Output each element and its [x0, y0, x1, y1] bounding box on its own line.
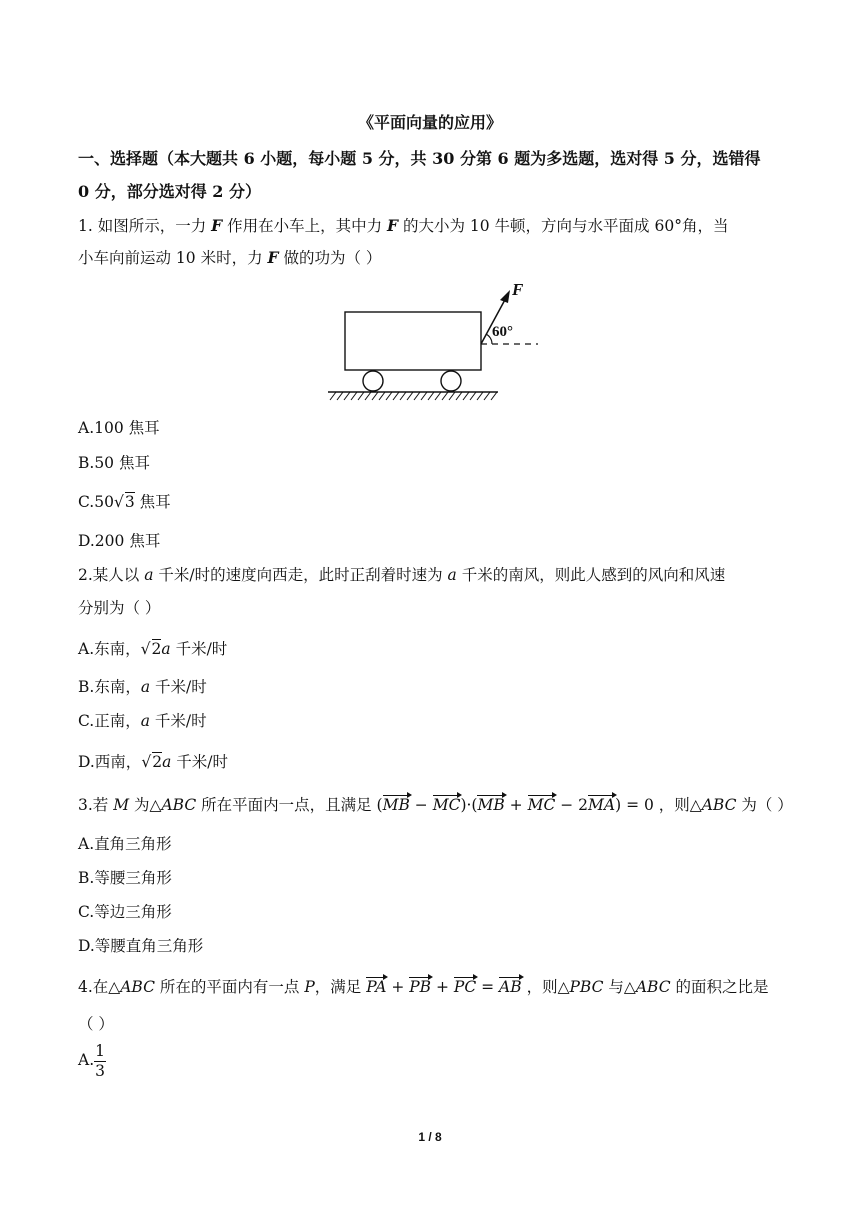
- force-arrowhead: [500, 290, 510, 303]
- q2-stem-line1: 2.某人以 a 千米/时的速度向西走，此时正刮着时速为 a 千米的南风，则此人感到的风向和风速: [78, 566, 726, 584]
- q1-option-d: D.200 焦耳: [78, 532, 161, 550]
- q2-option-b: B.东南，a 千米/时: [78, 678, 207, 696]
- vector-pa: PA: [366, 978, 387, 996]
- sqrt-sign: √: [140, 640, 151, 658]
- page-title: 《平面向量的应用》: [357, 113, 502, 132]
- q3-option-d: D.等腰直角三角形: [78, 937, 204, 955]
- vector-ab: AB: [499, 978, 522, 996]
- sqrt-sign: √: [113, 493, 124, 511]
- force-label: F: [512, 280, 524, 299]
- q3-option-b: B.等腰三角形: [78, 869, 172, 887]
- section-heading: 一、选择题（本大题共 6 小题，每小题 5 分，共 30 分第 6 题为多选题，选对得 5 分，选错得: [78, 149, 761, 168]
- vector-mc: MC: [527, 796, 556, 814]
- vector-ma: MA: [588, 796, 616, 814]
- vector-mb: MB: [477, 796, 505, 814]
- angle-label: 60°: [492, 324, 513, 340]
- q2-stem-line2: 分别为（ ）: [78, 599, 161, 617]
- vector-mb: MB: [382, 796, 410, 814]
- q2-option-c: C.正南，a 千米/时: [78, 712, 207, 730]
- page-number: 1 / 8: [418, 1130, 442, 1144]
- q3-option-a: A.直角三角形: [78, 835, 172, 853]
- q1-cart-figure: [322, 278, 542, 408]
- q4-option-a: A. $\frac{1}{3}$: [78, 1042, 105, 1080]
- sqrt-sign: √: [141, 753, 152, 771]
- q4-stem-line1: 4.在△ABC 所在的平面内有一点 P，满足 PA + PB + PC = AB ，则△PBC 与△ABC 的面积之比是: [78, 978, 769, 996]
- cart-wheel-left: [363, 371, 383, 391]
- vector-pc: PC: [453, 978, 477, 996]
- vector-mc: MC: [432, 796, 461, 814]
- q4-stem-line2: （ ）: [78, 1015, 114, 1033]
- cart-body: [345, 312, 481, 370]
- fraction: $\frac{1}{3}$: [95, 1042, 105, 1080]
- q1-stem-line2: 小车向前运动 10 米时，力 F 做的功为（ ）: [78, 248, 382, 267]
- q3-option-c: C.等边三角形: [78, 903, 172, 921]
- q1-option-a: A.100 焦耳: [78, 419, 160, 437]
- q1-option-b: B.50 焦耳: [78, 454, 150, 472]
- cart-wheel-right: [441, 371, 461, 391]
- vector-pb: PB: [409, 978, 432, 996]
- ground-hatching: [330, 392, 497, 400]
- q3-stem: 3.若 M 为△ABC 所在平面内一点，且满足 (MB − MC)·(MB + MC − 2MA) = 0 ，则△ABC 为（ ）: [78, 796, 793, 814]
- q1-option-c: C.50√3 焦耳: [78, 493, 171, 511]
- section-heading-cont: 0 分，部分选对得 2 分）: [78, 182, 261, 201]
- q2-option-a: A.东南，√2a 千米/时: [78, 640, 228, 658]
- q2-option-d: D.西南，√2a 千米/时: [78, 753, 228, 771]
- q1-stem-line1: 1. 如图所示，一力 F 作用在小车上，其中力 F 的大小为 10 牛顿，方向与水平面成 60°角，当: [78, 216, 729, 235]
